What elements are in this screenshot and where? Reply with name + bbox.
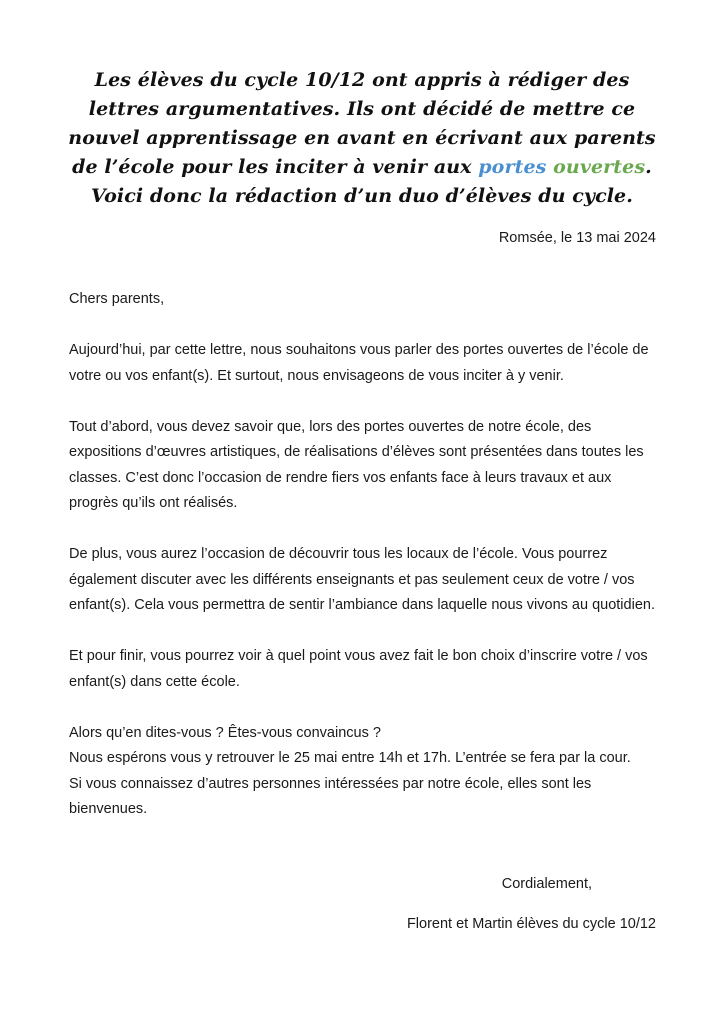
intro-text-part2: . Voici donc la rédaction d’un duo d’élèves du cycle.: [91, 156, 652, 207]
letter-date: Romsée, le 13 mai 2024: [498, 230, 656, 246]
letter-closing: Cordialement,: [501, 876, 592, 892]
intro-word-portes: portes: [478, 156, 547, 178]
letter-final-line-2: Nous espérons vous y retrouver le 25 mai entre 14h et 17h. L’entrée se fera par la cour.: [69, 750, 631, 766]
letter-body: [69, 287, 659, 823]
letter-paragraph-3: De plus, vous aurez l’occasion de découvrir tous les locaux de l’école. Vous pourrez également discuter avec les différents enseignants et pas seulement ceux de votre / vos enfant(s). Cela vous permettra de sentir l’ambiance dans laquelle nous vivons au quotidien.: [69, 546, 655, 613]
intro-text-part1: Les élèves du cycle 10/12 ont appris à rédiger des lettres argumentatives. Ils ont décidé de mettre ce nouvel apprentissage en avant en écrivant aux parents de l’école pour les inciter à venir aux: [68, 69, 656, 178]
letter-final-line-1: Alors qu’en dites-vous ? Êtes-vous convaincus ?: [69, 724, 381, 741]
letter-paragraph-4: Et pour finir, vous pourrez voir à quel point vous avez fait le bon choix d’inscrire votre / vos enfant(s) dans cette école.: [69, 648, 648, 690]
letter-paragraph-2: Tout d’abord, vous devez savoir que, lors des portes ouvertes de notre école, des expositions d’œuvres artistiques, de réalisations d’élèves sont présentées dans toutes les classes. C’est donc l’occasion de rendre fiers vos enfants face à leurs travaux et aux progrès qu’ils ont réalisés.: [69, 418, 644, 511]
letter-signature: Florent et Martin élèves du cycle 10/12: [406, 916, 656, 932]
letter-paragraph-1: Aujourd’hui, par cette lettre, nous souhaitons vous parler des portes ouvertes de l’école de votre ou vos enfant(s). Et surtout, nous envisageons de vous inciter à y venir.: [69, 342, 649, 384]
intro-word-ouvertes: ouvertes: [553, 156, 646, 178]
letter-final-line-3: Si vous connaissez d’autres personnes intéressées par notre école, elles sont les bienvenues.: [69, 775, 592, 817]
intro-paragraph: [62, 66, 662, 211]
letter-greeting: Chers parents,: [69, 291, 165, 307]
